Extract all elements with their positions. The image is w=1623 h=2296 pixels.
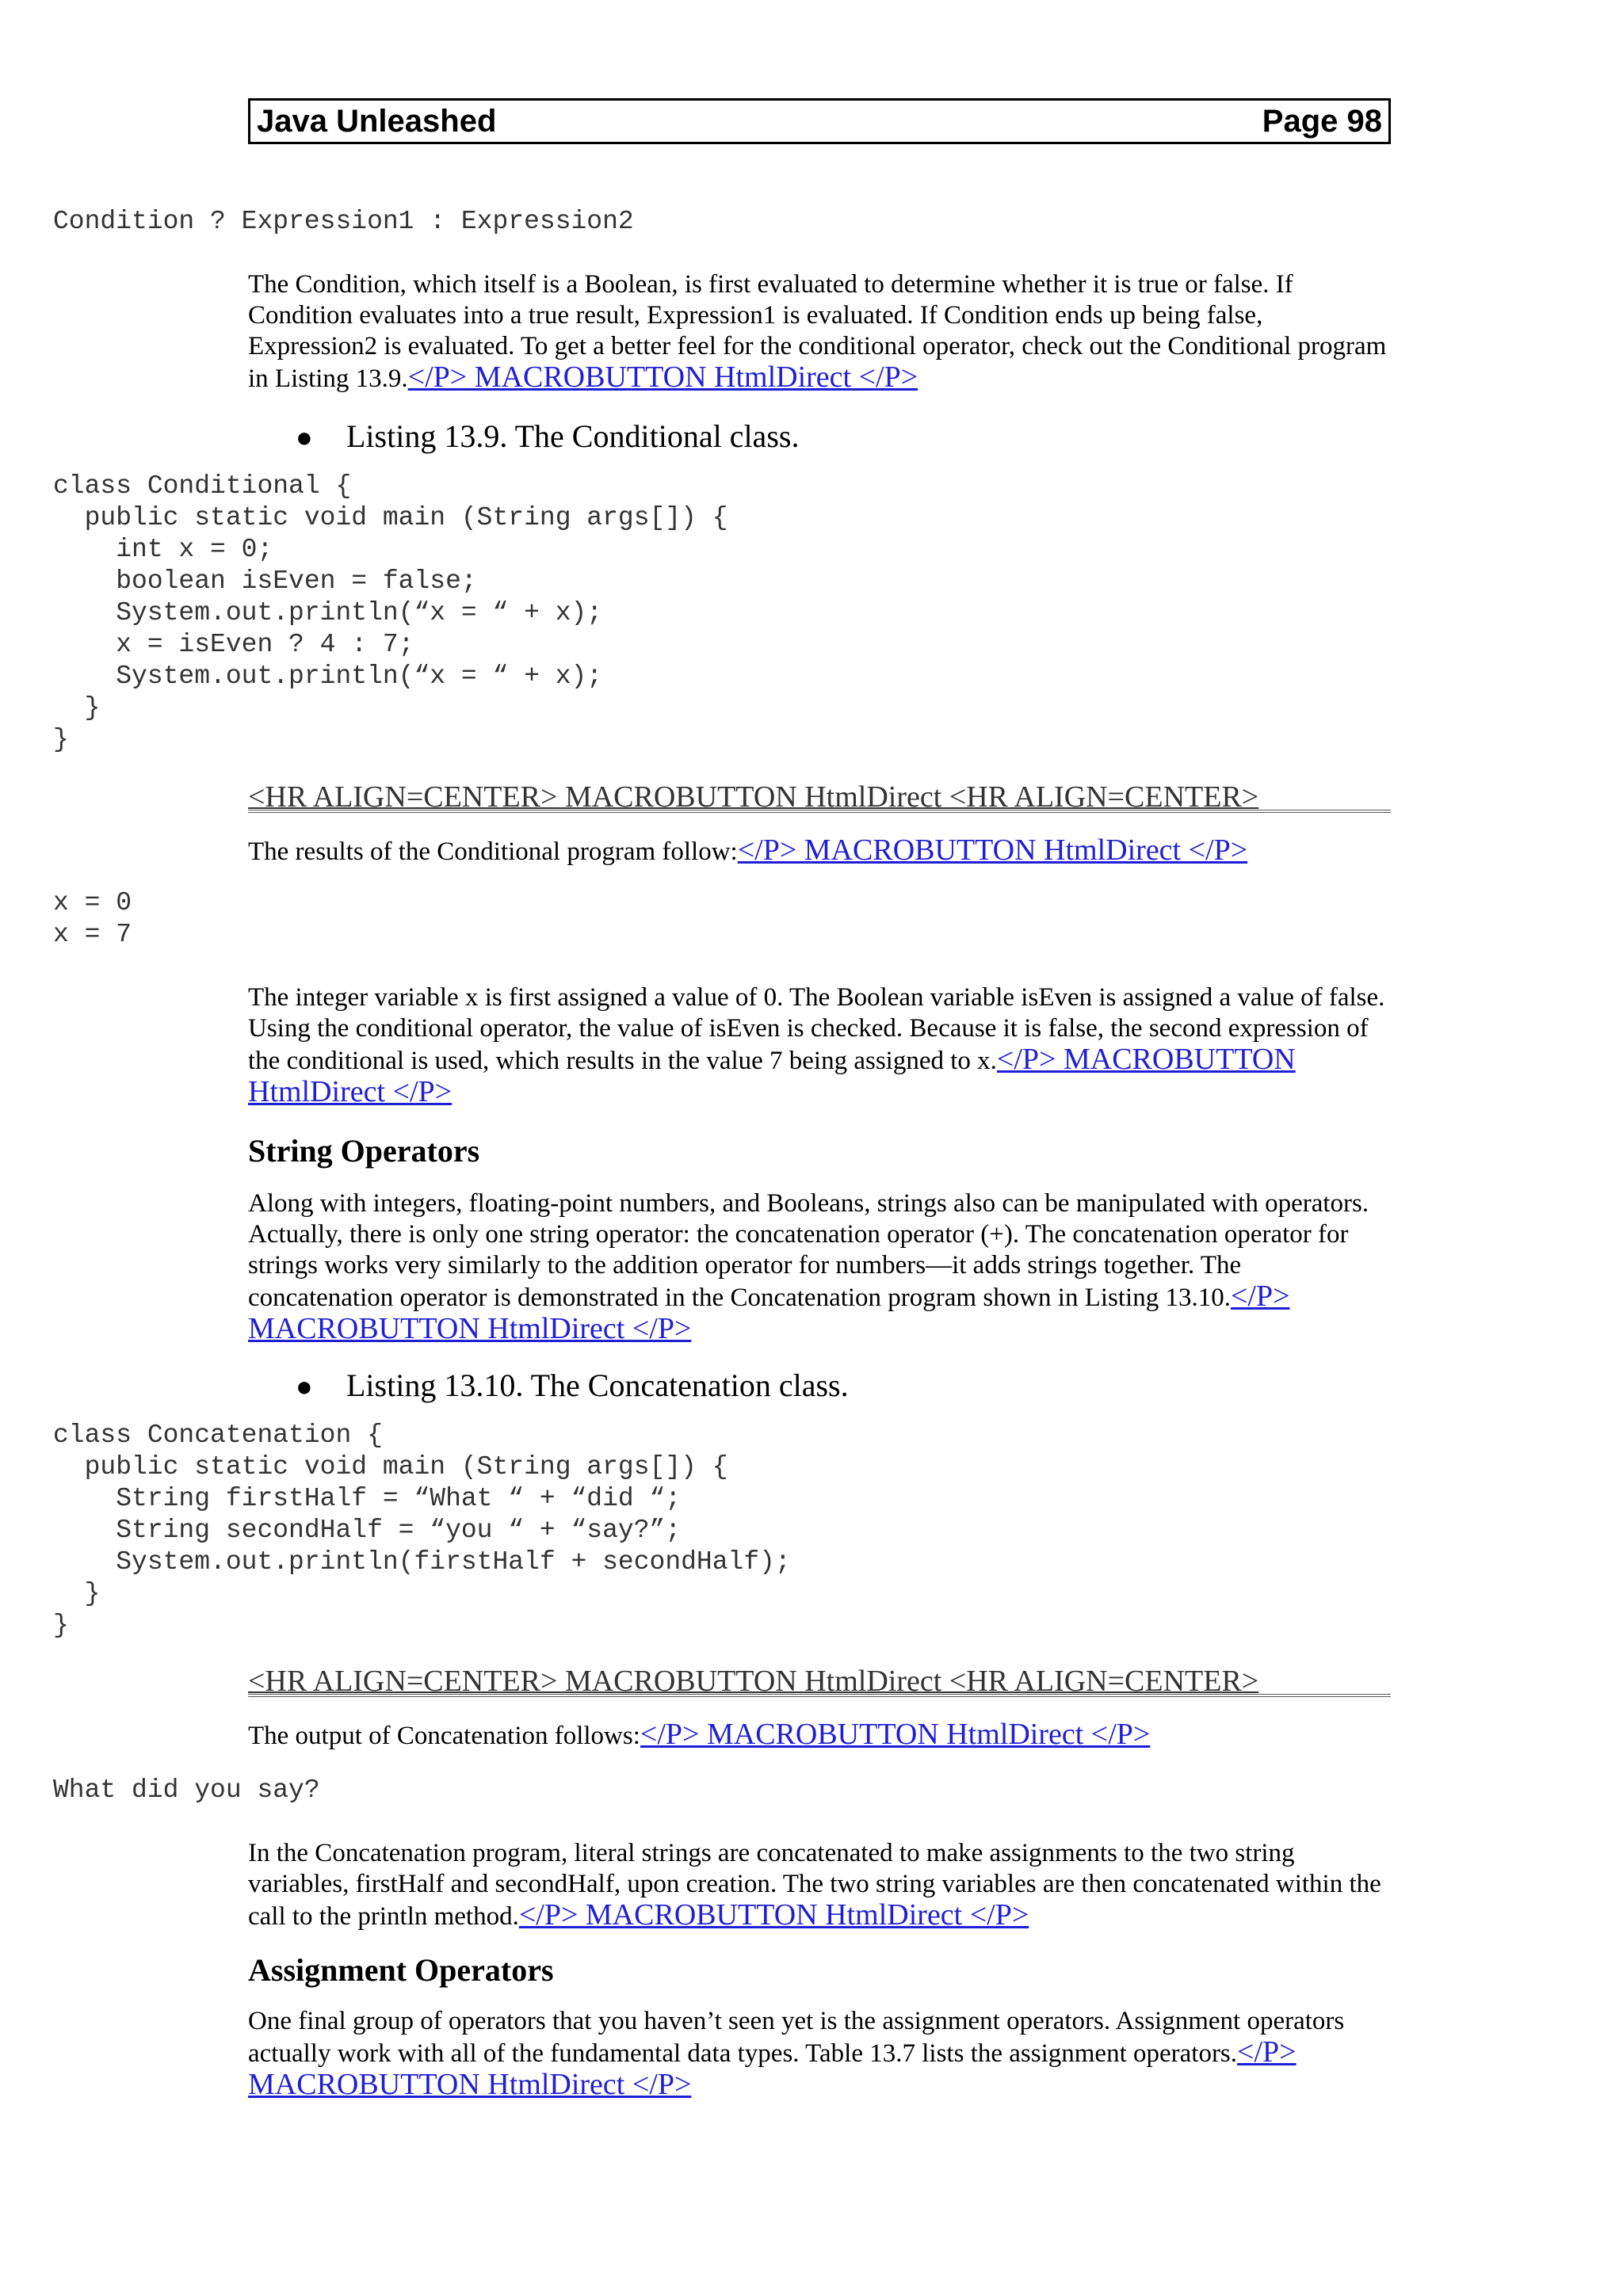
hr-macro-text: <HR ALIGN=CENTER> MACROBUTTON HtmlDirect <HR ALIGN=CENTER> bbox=[248, 1665, 1259, 1698]
macrobutton-link[interactable]: </P> MACROBUTTON HtmlDirect </P> bbox=[640, 1718, 1151, 1751]
caption-text: Listing 13.9. The Conditional class. bbox=[346, 418, 800, 454]
macrobutton-link[interactable]: </P> MACROBUTTON HtmlDirect </P> bbox=[248, 1043, 1296, 1108]
paragraph-text: The results of the Conditional program follow: bbox=[248, 837, 738, 866]
page-header bbox=[248, 98, 1391, 144]
code-listing-13-9: class Conditional { public static void main (String args[]) { int x = 0; boolean isEven = false; System.out.println(“x = “ + x); x = isEven ? 4 : 7; System.out.println(“x = “ + x); } } bbox=[53, 471, 728, 754]
page-number: Page 98 bbox=[1262, 104, 1382, 139]
paragraph-concatenation-explanation bbox=[248, 1838, 1391, 1932]
macrobutton-link[interactable]: </P> MACROBUTTON HtmlDirect </P> bbox=[737, 833, 1248, 867]
book-title: Java Unleashed bbox=[257, 104, 497, 139]
paragraph-conditional-explanation bbox=[248, 982, 1391, 1109]
paragraph-string-operators bbox=[248, 1188, 1391, 1346]
paragraph-output-intro bbox=[248, 1719, 1391, 1752]
section-heading-string-operators: String Operators bbox=[248, 1133, 480, 1169]
hr-macro-line[interactable] bbox=[248, 780, 1391, 814]
paragraph-text: The integer variable x is first assigned a value of 0. The Boolean variable isEven is assigned a value of false. Using the conditional operator, the value of isEven is checked. Because it is false, the second expression of the conditional is used, which results in the value 7 being assigned to x. bbox=[248, 983, 1385, 1075]
bullet-icon: ● bbox=[296, 421, 313, 453]
bullet-icon: ● bbox=[296, 1371, 313, 1402]
paragraph-results-intro bbox=[248, 835, 1391, 868]
paragraph-conditional-intro bbox=[248, 269, 1391, 395]
code-output-concatenation: What did you say? bbox=[53, 1775, 320, 1805]
paragraph-text: One final group of operators that you haven’t seen yet is the assignment operators. Assignment operators actually work with all of the fundamental data types. Table 13.7 lists the assignment operators. bbox=[248, 2007, 1345, 2068]
caption-text: Listing 13.10. The Concatenation class. bbox=[346, 1367, 849, 1403]
paragraph-text: The Condition, which itself is a Boolean, is first evaluated to determine whether it is true or false. If Condition evaluates into a true result, Expression1 is evaluated. If Condition ends up being false, Expression2 is evaluated. To get a better feel for the conditional operator, check out the Conditional program in Listing 13.9. bbox=[248, 270, 1387, 393]
listing-caption-13-10 bbox=[296, 1367, 849, 1405]
macrobutton-link[interactable]: </P> MACROBUTTON HtmlDirect </P> bbox=[248, 1280, 1290, 1345]
section-heading-assignment-operators: Assignment Operators bbox=[248, 1952, 554, 1988]
paragraph-text: Along with integers, floating-point numbers, and Booleans, strings also can be manipulated with operators. Actually, there is only one string operator: the concatenation operator (+). The concatenation operator for strings works very similarly to the addition operator for numbers—it adds strings together. The concatenation operator is demonstrated in the Concatenation program shown in Listing 13.10. bbox=[248, 1189, 1369, 1312]
hr-macro-line[interactable] bbox=[248, 1664, 1391, 1699]
code-output-conditional: x = 0 x = 7 bbox=[53, 888, 132, 949]
paragraph-text: In the Concatenation program, literal strings are concatenated to make assignments to the two string variables, firstHalf and secondHalf, upon creation. The two string variables are then concatenated within the call to the println method. bbox=[248, 1839, 1381, 1931]
macrobutton-link[interactable]: </P> MACROBUTTON HtmlDirect </P> bbox=[248, 2035, 1296, 2101]
macrobutton-link[interactable]: </P> MACROBUTTON HtmlDirect </P> bbox=[407, 360, 918, 394]
double-rule bbox=[248, 806, 1391, 813]
code-ternary-syntax: Condition ? Expression1 : Expression2 bbox=[53, 207, 634, 236]
listing-caption-13-9 bbox=[296, 418, 799, 456]
hr-macro-text: <HR ALIGN=CENTER> MACROBUTTON HtmlDirect <HR ALIGN=CENTER> bbox=[248, 780, 1259, 814]
macrobutton-link[interactable]: </P> MACROBUTTON HtmlDirect </P> bbox=[518, 1898, 1029, 1932]
paragraph-text: The output of Concatenation follows: bbox=[248, 1722, 640, 1750]
double-rule bbox=[248, 1690, 1391, 1697]
code-listing-13-10: class Concatenation { public static void main (String args[]) { String firstHalf = “What “ + “did “; String secondHalf = “you “ + “say?”; System.out.println(firstHalf + secondHalf); } } bbox=[53, 1421, 791, 1640]
paragraph-assignment-operators bbox=[248, 2006, 1391, 2102]
